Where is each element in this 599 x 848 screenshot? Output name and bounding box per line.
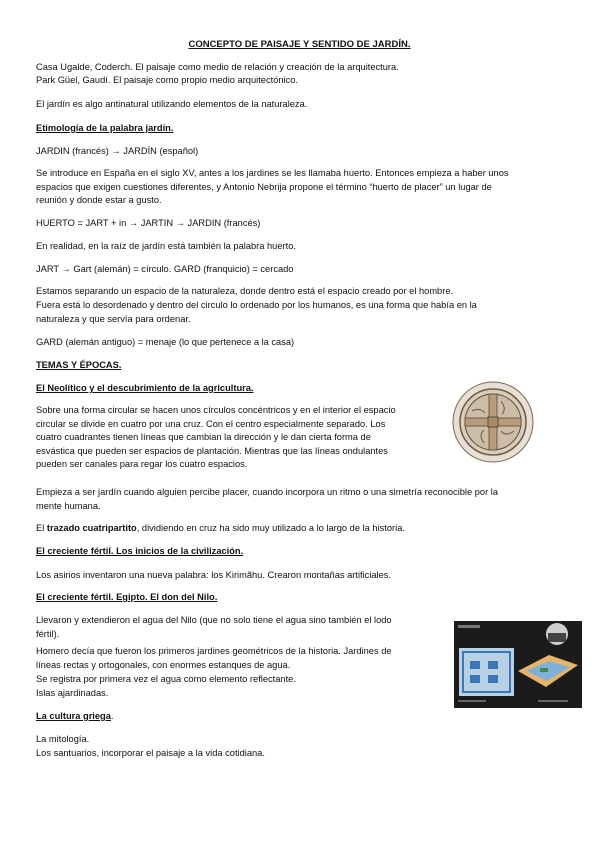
section-heading: Etimología de la palabra jardín. <box>36 123 174 133</box>
paragraph: HUERTO = JART + in → JARTIN → JARDIN (francés) <box>36 218 261 228</box>
paragraph: reunión y donde estar a gusto. <box>36 195 162 205</box>
paragraph: Se introduce en España en el siglo XV, antes a los jardines se les llamaba huerto. Entonces empieza a haber unos <box>36 168 509 178</box>
paragraph: JARDIN (francés) → JARDÍN (español) <box>36 146 199 156</box>
paragraph: Empieza a ser jardín cuando alguien percibe placer, cuando incorpora un ritmo o una simetría reconocible por la <box>36 487 499 497</box>
paragraph <box>36 522 405 534</box>
paragraph: GARD (alemán antiguo) = menaje (lo que pertenece a la casa) <box>36 337 295 347</box>
paragraph: Homero decía que fueron los primeros jardines geométricos de la historia. Jardines de <box>36 646 392 656</box>
paragraph: Sobre una forma circular se hacen unos círculos concéntricos y en el interior el espacio <box>36 405 396 415</box>
paragraph: Casa Ugalde, Coderch. El paisaje como medio de relación y creación de la arquitectura. <box>36 62 399 72</box>
text-run: , dividiendo en cruz ha sido muy utilizado a lo largo de la historia. <box>136 523 405 533</box>
page-title: CONCEPTO DE PAISAJE Y SENTIDO DE JARDÍN. <box>188 39 411 50</box>
section-heading: El Neolítico y el descubrimiento de la agricultura. <box>36 383 254 393</box>
paragraph: Se registra por primera vez el agua como elemento reflectante. <box>36 674 296 684</box>
paragraph: cuatro cuadrantes tienen líneas que cambian la dirección y le dan cierta forma de <box>36 432 371 442</box>
paragraph: JART → Gart (alemán) = círculo. GARD (franquicio) = cercado <box>36 264 294 274</box>
bold-term: trazado cuatripartito <box>46 523 137 533</box>
paragraph: circular se divide en cuatro por una cruz. Con el centro especialmente separado. Los <box>36 419 386 429</box>
section-heading: El creciente fértil. Los inicios de la civilización. <box>36 546 244 556</box>
paragraph: Los asirios inventaron una nueva palabra: los Kirimãhu. Crearon montañas artificiales. <box>36 570 392 580</box>
paragraph: mente humana. <box>36 501 101 511</box>
neolithic-circle-figure <box>452 381 534 463</box>
section-heading: El creciente fértil. Egipto. El don del Nilo. <box>36 592 218 602</box>
paragraph: En realidad, en la raíz de jardín está también la palabra huerto. <box>36 241 296 251</box>
paragraph: fértil). <box>36 629 60 639</box>
section-heading: TEMAS Y ÉPOCAS. <box>36 360 122 370</box>
paragraph: espacios que exigen cuestiones diferentes, y Antonio Nebrija propone el término “huerto de placer” un lugar de <box>36 182 492 192</box>
section-heading <box>36 710 114 722</box>
paragraph: La mitología. <box>36 734 90 744</box>
heading-text: La cultura griega <box>36 711 111 721</box>
paragraph: líneas rectas y ortogonales, con enormes estanques de agua. <box>36 660 291 670</box>
paragraph: Fuera está lo desordenado y dentro del circulo lo ordenado por los humanos, es una forma que había en la <box>36 300 477 310</box>
text-run: El <box>36 523 47 533</box>
paragraph: El jardín es algo antinatural utilizando elementos de la naturaleza. <box>36 99 308 109</box>
egyptian-garden-figure <box>454 621 582 708</box>
paragraph: Islas ajardinadas. <box>36 688 109 698</box>
paragraph: naturaleza y que servía para ordenar. <box>36 314 191 324</box>
heading-period: . <box>110 711 114 721</box>
paragraph: Llevaron y extendieron el agua del Nilo (que no solo tiene el agua sino también el lodo <box>36 615 392 625</box>
paragraph: pueden ser canales para regar los cuatro espacios. <box>36 459 248 469</box>
paragraph: Park Güel, Gaudí. El paisaje como propio medio arquitectónico. <box>36 75 299 85</box>
paragraph: esvástica que pueden ser espacios de plantación. Mientras que las líneas ondulantes <box>36 446 388 456</box>
paragraph: Estamos separando un espacio de la naturaleza, donde dentro está el espacio creado por el hombre. <box>36 286 454 296</box>
paragraph: Los santuarios, incorporar el paisaje a la vida cotidiana. <box>36 748 265 758</box>
